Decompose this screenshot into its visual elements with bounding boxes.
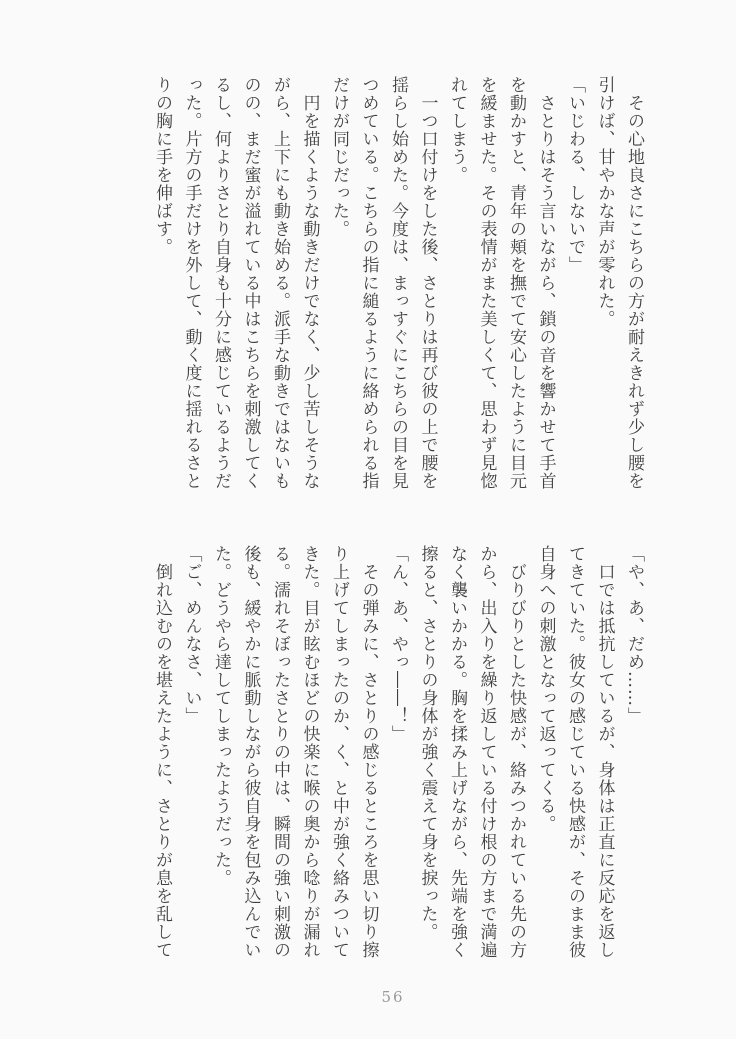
text-band-lower bbox=[147, 545, 649, 965]
text-line: きた。目が眩むほどの快楽に喉の奥から唸りが漏れ bbox=[299, 545, 320, 959]
text-line: 引けば、甘やかな声が零れた。 bbox=[594, 76, 615, 328]
text-band-upper bbox=[147, 76, 649, 496]
page-number: 56 bbox=[381, 988, 405, 1006]
text-line: を緩ませた。その表情がまた美しくて、思わず見惚 bbox=[476, 76, 497, 490]
text-line: のの、まだ蜜が溢れている中はこちらを刺激してく bbox=[240, 76, 261, 490]
text-line: なく襲いかかる。胸を揉み上げながら、先端を強く bbox=[447, 545, 467, 959]
text-line: を動かすと、青年の頬を撫でて安心したように目元 bbox=[506, 76, 526, 490]
text-line: その弾みに、さとりの感じるところを思い切り擦 bbox=[358, 545, 379, 959]
text-line: から、出入りを繰り返している付け根の方まで満遍 bbox=[476, 545, 497, 959]
text-line: る。濡れそぼったさとりの中は、瞬間の強い刺激の bbox=[270, 545, 290, 959]
text-line: 「ご、めんなさ、い」 bbox=[181, 545, 202, 725]
text-line: 円を描くような動きだけでなく、少し苦しそうな bbox=[299, 76, 320, 490]
text-line: た。どうやら達してしまったようだった。 bbox=[211, 545, 231, 887]
text-line: びりびりとした快感が、絡みつかれている先の方 bbox=[506, 545, 526, 959]
text-line: その心地良さにこちらの方が耐えきれず少し腰を bbox=[624, 76, 644, 490]
text-line: てきていた。彼女の感じている快感が、そのまま彼 bbox=[565, 545, 585, 959]
text-line: さとりはそう言いながら、鎖の音を響かせて手首 bbox=[535, 76, 556, 490]
text-line: れてしまう。 bbox=[447, 76, 467, 184]
text-line: るし、何よりさとり自身も十分に感じているようだ bbox=[211, 76, 231, 490]
text-line: 揺らし始めた。今度は、まっすぐにこちらの目を見 bbox=[388, 76, 408, 490]
text-line: った。片方の手だけを外して、動く度に揺れるさと bbox=[181, 76, 202, 490]
text-line: りの胸に手を伸ばす。 bbox=[152, 76, 172, 256]
text-line: 「ん、あ、やっ――！」 bbox=[388, 545, 408, 743]
text-line: 口では抵抗しているが、身体は正直に反応を返し bbox=[594, 545, 615, 959]
text-line: 自身への刺激となって返ってくる。 bbox=[535, 545, 556, 833]
text-line: 擦ると、さとりの身体が強く震えて身を捩った。 bbox=[417, 545, 438, 941]
text-line: つめている。こちらの指に縋るように絡められる指 bbox=[358, 76, 379, 490]
text-line: 「いじわる、しないで」 bbox=[565, 76, 585, 274]
text-line: 倒れ込むのを堪えたように、さとりが息を乱して bbox=[152, 545, 172, 959]
text-line: がら、上下にも動き始める。派手な動きではないも bbox=[270, 76, 290, 490]
text-line: だけが同じだった。 bbox=[329, 76, 349, 238]
text-line: 後も、緩やかに脈動しながら彼自身を包み込んでい bbox=[240, 545, 261, 959]
text-line: 一つ口付けをした後、さとりは再び彼の上で腰を bbox=[417, 76, 438, 490]
text-line: り上げてしまったのか、く、と中が強く絡みついて bbox=[329, 545, 349, 959]
text-line: 「や、あ、だめ……」 bbox=[624, 545, 644, 725]
